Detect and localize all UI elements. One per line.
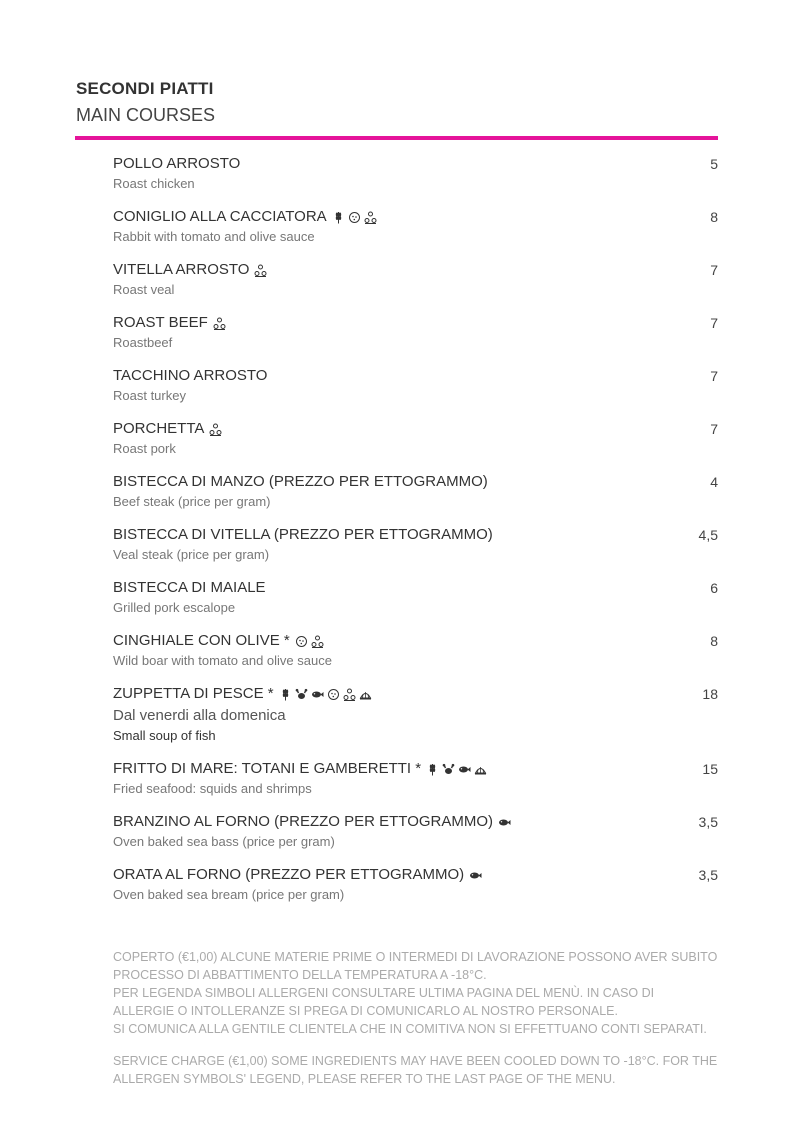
menu-item: [113, 864, 718, 904]
dish-price: 18: [702, 686, 718, 702]
dish-translation: Roastbeef: [113, 335, 173, 350]
menu-item-row: [113, 864, 718, 886]
menu-item-row: [113, 471, 718, 493]
gluten-icon: [332, 211, 345, 224]
menu-item-row: [113, 630, 718, 652]
sulphite-icon: [343, 688, 356, 701]
dish-price: 5: [710, 156, 718, 172]
menu-item: [113, 365, 718, 405]
dish-name: FRITTO DI MARE: TOTANI E GAMBERETTI *: [113, 760, 422, 777]
dish-name: CONIGLIO ALLA CACCIATORA: [113, 208, 327, 225]
dish-price: 7: [710, 262, 718, 278]
dish-price: 7: [710, 421, 718, 437]
menu-item: [113, 811, 718, 851]
dish-translation: Oven baked sea bream (price per gram): [113, 887, 345, 902]
dish-price: 7: [710, 368, 718, 384]
dish-name: BISTECCA DI MAIALE: [113, 579, 266, 596]
menu-item: [113, 758, 718, 798]
celery-icon: [327, 688, 340, 701]
fish-icon: [458, 763, 471, 776]
dish-translation: Roast veal: [113, 282, 175, 297]
menu-item: [113, 312, 718, 352]
menu-item-row: [113, 811, 718, 833]
dish-translation: Beef steak (price per gram): [113, 494, 271, 509]
dish-name: ORATA AL FORNO (PREZZO PER ETTOGRAMMO): [113, 866, 465, 883]
allergen-icons: [426, 763, 487, 776]
dish-name: CINGHIALE CON OLIVE *: [113, 632, 290, 649]
fish-icon: [469, 869, 482, 882]
dish-price: 7: [710, 315, 718, 331]
sulphite-icon: [364, 211, 377, 224]
dish-translation: Rabbit with tomato and olive sauce: [113, 229, 315, 244]
dish-availability-note: Dal venerdi alla domenica: [113, 707, 286, 724]
allergen-icons: [209, 423, 222, 436]
allergen-icons: [469, 869, 482, 882]
dish-price: 8: [710, 633, 718, 649]
dish-translation: Oven baked sea bass (price per gram): [113, 834, 335, 849]
allergen-icons: [295, 635, 324, 648]
dish-name: POLLO ARROSTO: [113, 155, 241, 172]
menu-item-row: [113, 259, 718, 281]
dish-price: 4: [710, 474, 718, 490]
dish-name: BRANZINO AL FORNO (PREZZO PER ETTOGRAMMO): [113, 813, 494, 830]
footer-italian: [113, 948, 718, 1038]
dish-translation: Fried seafood: squids and shrimps: [113, 781, 312, 796]
header-divider: [75, 136, 718, 140]
menu-item-row: [113, 365, 718, 387]
section-title-italian: SECONDI PIATTI: [76, 79, 214, 98]
menu-item: [113, 524, 718, 564]
dish-price: 3,5: [698, 814, 718, 830]
crustacean-icon: [295, 688, 308, 701]
dish-name: BISTECCA DI MANZO (PREZZO PER ETTOGRAMMO): [113, 473, 488, 490]
dish-price: 6: [710, 580, 718, 596]
allergen-icons: [498, 816, 511, 829]
menu-item-row: [113, 418, 718, 440]
menu-item-row: [113, 312, 718, 334]
menu-item: [113, 418, 718, 458]
footer-notes: [113, 948, 718, 1102]
sulphite-icon: [311, 635, 324, 648]
sulphite-icon: [254, 264, 267, 277]
dish-name: TACCHINO ARROSTO: [113, 367, 268, 384]
dish-translation: Wild boar with tomato and olive sauce: [113, 653, 332, 668]
footer-italian-line-3: SI COMUNICA ALLA GENTILE CLIENTELA CHE IN COMITIVA NON SI EFFETTUANO CONTI SEPARATI.: [113, 1022, 707, 1036]
sulphite-icon: [213, 317, 226, 330]
menu-item: [113, 471, 718, 511]
allergen-icons: [332, 211, 377, 224]
menu-item-row: [113, 153, 718, 175]
dish-translation: Grilled pork escalope: [113, 600, 236, 615]
menu-item: [113, 153, 718, 193]
menu-item: [113, 683, 718, 745]
mollusc-icon: [359, 688, 372, 701]
dish-name: ZUPPETTA DI PESCE *: [113, 685, 274, 702]
mollusc-icon: [474, 763, 487, 776]
dish-translation: Veal steak (price per gram): [113, 547, 270, 562]
dish-name: VITELLA ARROSTO: [113, 261, 250, 278]
menu-item-list: [113, 153, 718, 917]
dish-price: 3,5: [698, 867, 718, 883]
dish-price: 4,5: [698, 527, 718, 543]
fish-icon: [498, 816, 511, 829]
celery-icon: [295, 635, 308, 648]
dish-translation: Roast turkey: [113, 388, 186, 403]
menu-item: [113, 577, 718, 617]
dish-name: BISTECCA DI VITELLA (PREZZO PER ETTOGRAMMO): [113, 526, 493, 543]
gluten-icon: [426, 763, 439, 776]
fish-icon: [311, 688, 324, 701]
footer-english: SERVICE CHARGE (€1,00) SOME INGREDIENTS MAY HAVE BEEN COOLED DOWN TO -18°C. FOR THE ALLERGEN SYMBOLS' LEGEND, PLEASE REFER TO THE LAST PAGE OF THE MENU.: [113, 1054, 718, 1086]
celery-icon: [348, 211, 361, 224]
dish-translation: Roast pork: [113, 441, 176, 456]
section-title-english: MAIN COURSES: [76, 105, 216, 125]
dish-translation: Roast chicken: [113, 176, 195, 191]
menu-item: [113, 206, 718, 246]
dish-price: 8: [710, 209, 718, 225]
gluten-icon: [279, 688, 292, 701]
menu-item: [113, 259, 718, 299]
crustacean-icon: [442, 763, 455, 776]
dish-name: ROAST BEEF: [113, 314, 208, 331]
allergen-icons: [254, 264, 267, 277]
dish-translation: Small soup of fish: [113, 728, 216, 743]
menu-item-row: [113, 577, 718, 599]
sulphite-icon: [209, 423, 222, 436]
menu-item-row: [113, 758, 718, 780]
allergen-icons: [279, 688, 372, 701]
menu-item-row: [113, 683, 718, 705]
menu-item-row: [113, 206, 718, 228]
allergen-icons: [213, 317, 226, 330]
dish-price: 15: [702, 761, 718, 777]
dish-name: PORCHETTA: [113, 420, 205, 437]
page-header: [76, 78, 215, 128]
menu-item: [113, 630, 718, 670]
menu-item-row: [113, 524, 718, 546]
footer-italian-line-1: COPERTO (€1,00) ALCUNE MATERIE PRIME O INTERMEDI DI LAVORAZIONE POSSONO AVER SUBITO PROCESSO DI ABBATTIMENTO DELLA TEMPERATURA A -18°C.: [113, 950, 718, 982]
footer-italian-line-2: PER LEGENDA SIMBOLI ALLERGENI CONSULTARE ULTIMA PAGINA DEL MENÙ. IN CASO DI ALLERGIE O INTOLLERANZE SI PREGA DI COMUNICARLO AL NOSTRO PERSONALE.: [113, 986, 655, 1018]
